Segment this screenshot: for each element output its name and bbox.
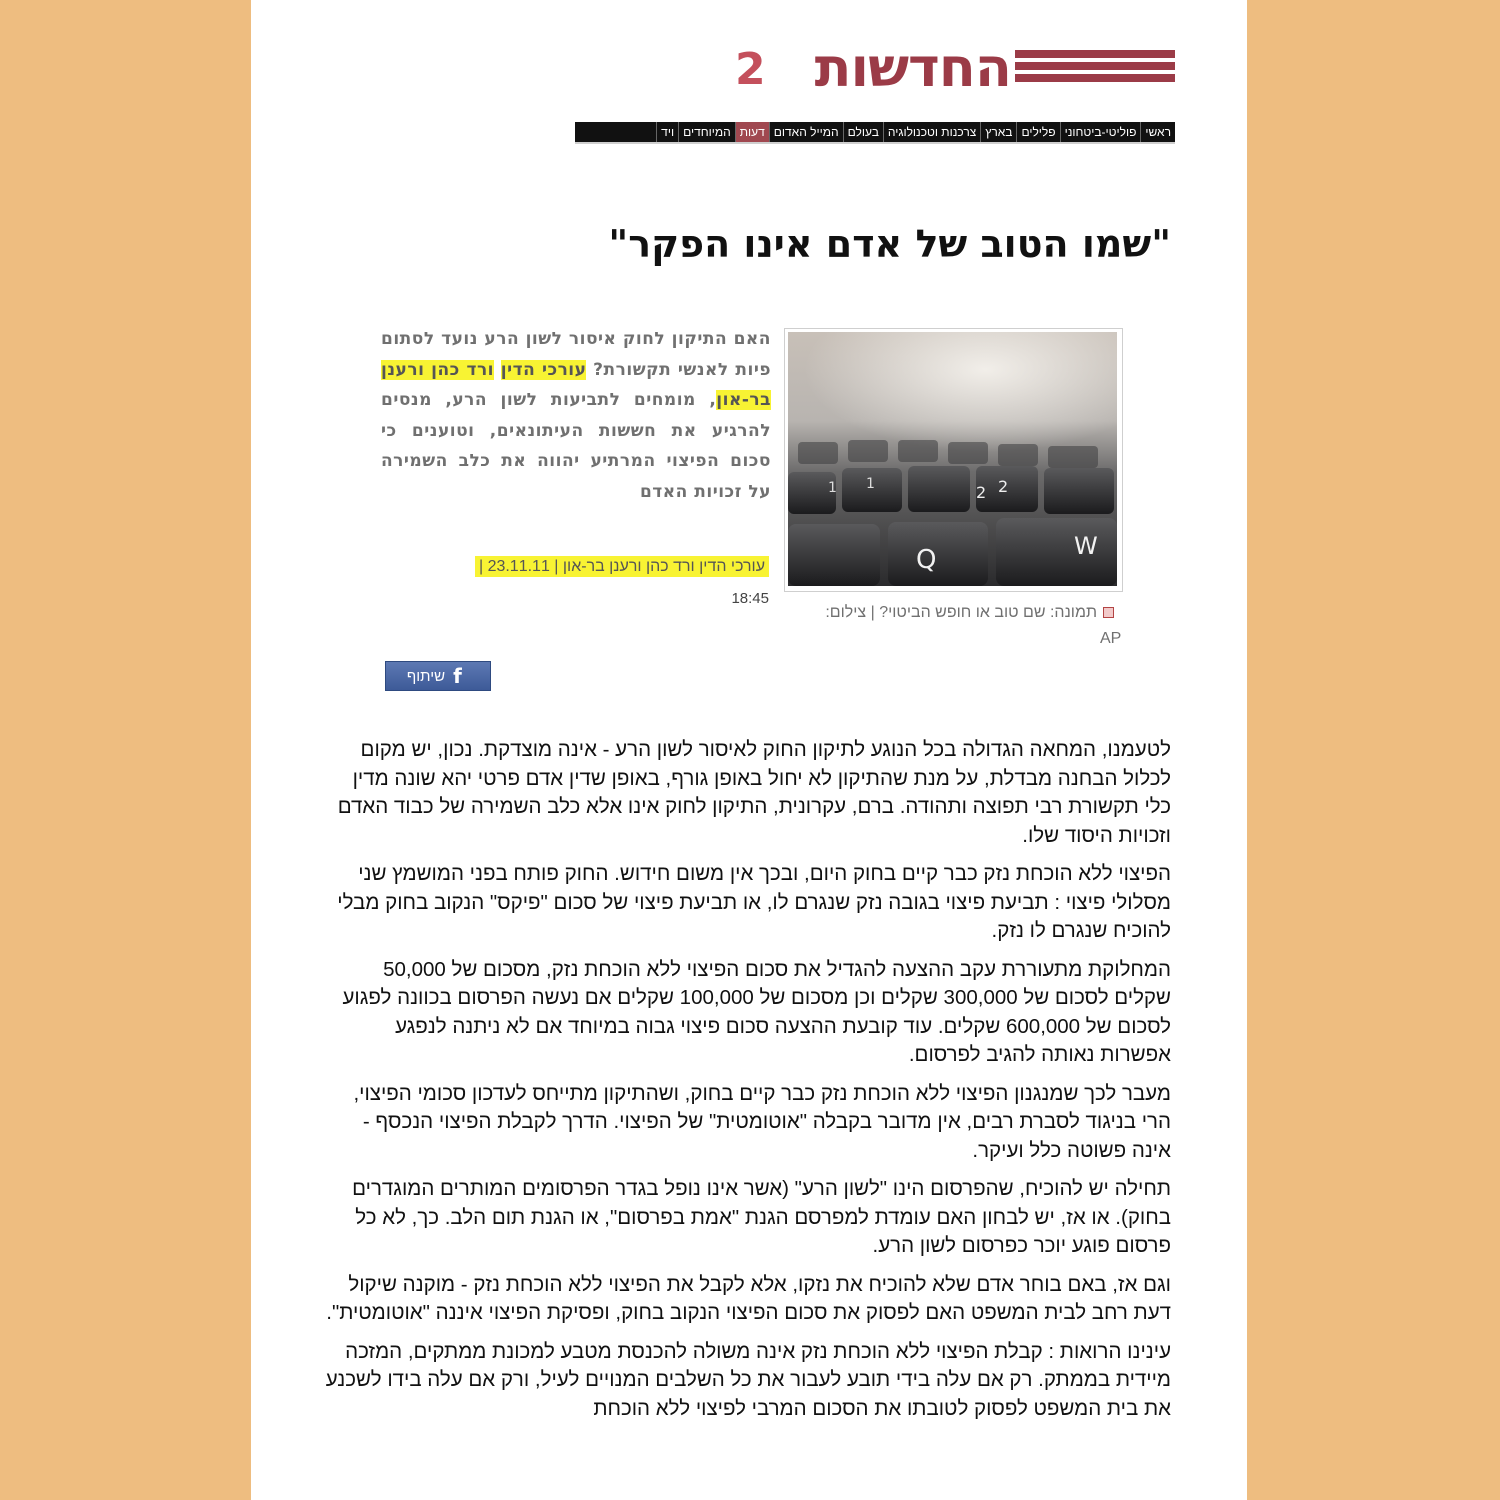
nav-item-crime[interactable]: פלילים xyxy=(1016,122,1059,142)
keyboard-photo xyxy=(788,332,1117,586)
svg-text:Q: Q xyxy=(916,545,937,575)
article-byline xyxy=(421,558,769,576)
share-label: שיתוף xyxy=(406,667,446,685)
publish-time: 18:45 xyxy=(731,590,769,607)
body-paragraph: תחילה יש להוכיח, שהפרסום הינו "לשון הרע" (אשר אינו נופל בגדר הפרסומים המותרים המוגדרים בחוק). או אז, יש לבחון האם עומדת למפרסם הגנת "אמת בפרסום", או הגנת תום הלב. כך, לא כל פרסום פוגע יוכר כפרסום לשון הרע. xyxy=(352,1177,1171,1257)
image-caption xyxy=(784,598,1114,628)
lead-text-1: האם התיקון לחוק איסור לשון הרע נועד לסתום פיות לאנשי תקשורת? xyxy=(381,329,772,380)
svg-text:W: W xyxy=(1074,532,1098,560)
nav-item-world[interactable]: בעולם xyxy=(843,122,883,142)
nav-item-politics[interactable]: פוליטי-ביטחוני xyxy=(1060,122,1141,142)
facebook-icon: f xyxy=(453,664,462,688)
body-paragraph: מעבר לכך שמנגנון הפיצוי ללא הוכחת נזק כבר קיים בחוק, ושהתיקון מתייחס לעדכון סכומי הפיצוי, הרי בניגוד לסברת רבים, אין מדובר בקבלה "אוטומטית" של הפיצוי. הדרך לקבלת הפיצוי הנכסף - אינה פשוטה כלל ועיקר. xyxy=(353,1081,1171,1162)
nav-item-specials[interactable]: המיוחדים xyxy=(678,122,735,142)
svg-text:1: 1 xyxy=(828,480,837,496)
image-caption-text: תמונה: שם טוב או חופש הביטוי? | צילום: xyxy=(825,604,1097,621)
site-logo[interactable] xyxy=(735,36,1175,102)
nav-divider xyxy=(575,142,1175,144)
nav-item-red-mail[interactable]: המייל האדום xyxy=(769,122,843,142)
lead-highlight-lawyers: עורכי הדין xyxy=(500,359,587,380)
nav-item-video[interactable]: ויד xyxy=(656,122,678,142)
svg-text:2: 2 xyxy=(998,477,1009,496)
svg-text:2: 2 xyxy=(976,483,987,502)
nav-item-consumer-tech[interactable]: צרכנות וטכנולוגיה xyxy=(883,122,980,142)
body-paragraph: לטעמנו, המחאה הגדולה בכל הנוגע לתיקון החוק לאיסור לשון הרע - אינה מוצדקת. נכון, יש מקום לכלול הבחנה מבדלת, על מנת שהתיקון לא יחול באופן גורף, באופן שדין אדם פרטי יהא שונה מדין כלי תקשורת רבי תפוצה ותהודה. ברם, עקרונית, התיקון לחוק אינו אלא כלב השמירה של כבוד האדם וזכויות היסוד שלו. xyxy=(337,738,1171,847)
byline-text: עורכי הדין ורד כהן ורענן בר-און | 23.11.11 | xyxy=(475,556,769,577)
logo-channel-number: 2 xyxy=(735,44,766,95)
article-page xyxy=(251,0,1247,1500)
lead-highlight-names: ורד כהן ורענן בר-און xyxy=(381,359,771,410)
article-lead xyxy=(381,324,771,507)
facebook-share-button[interactable] xyxy=(385,661,491,691)
article-body xyxy=(321,736,1171,1433)
caption-bullet-icon xyxy=(1103,607,1114,618)
main-nav xyxy=(575,122,1175,142)
lead-space xyxy=(494,360,501,380)
article-image[interactable] xyxy=(784,328,1123,592)
body-paragraph: המחלוקת מתעוררת עקב ההצעה להגדיל את סכום הפיצוי ללא הוכחת נזק, מסכום של 50,000 שקלים לסכום של 300,000 שקלים וכן מסכום של 100,000 שקלים אם נעשה הפרסום בכוונה לפגוע לסכום של 600,000 שקלים. עוד קובעת ההצעה סכום פיצוי גבוה במיוחד אם לא ניתנה לנפגע אפשרות נאותה להגיב לפרסום. xyxy=(342,957,1171,1066)
svg-text:1: 1 xyxy=(866,476,875,492)
nav-item-home[interactable]: ראשי xyxy=(1140,122,1175,142)
body-paragraph: הפיצוי ללא הוכחת נזק כבר קיים בחוק היום, ובכך אין משום חידוש. החוק פותח בפני המושמץ שני מסלולי פיצוי : תביעת פיצוי בגובה נזק שנגרם לו, או תביעת פיצוי של סכום "פיקס" הנקוב בחוק מבלי להוכיח שנגרם לו נזק. xyxy=(337,862,1171,942)
lead-text-2: , מומחים לתביעות לשון הרע, מנסים להרגיע את חששות העיתונאים, וטוענים כי סכום הפיצוי המרתיע יהווה את כלב השמירה על זכויות האדם xyxy=(381,390,771,502)
logo-text: החדשות xyxy=(814,36,1011,99)
nav-item-local[interactable]: בארץ xyxy=(980,122,1016,142)
body-paragraph: וגם אז, באם בוחר אדם שלא להוכיח את נזקו, אלא לקבל את הפיצוי ללא הוכחת נזק - מוקנה שיקול דעת רחב לבית המשפט האם לפסוק את סכום הפיצוי הנקוב בחוק, ופסיקת הפיצוי איננה "אוטומטית". xyxy=(326,1272,1171,1324)
article-headline: "שמו הטוב של אדם אינו הפקר" xyxy=(608,222,1171,266)
logo-stripes xyxy=(1015,50,1175,96)
body-paragraph: עינינו הרואות : קבלת הפיצוי ללא הוכחת נזק אינה משולה להכנסת מטבע למכונת ממתקים, המזכה מיידית בממתק. רק אם עלה בידי תובע לעבור את כל השלבים המנויים לעיל, ורק אם עלה בידו לשכנע את בית המשפט לפסוק לטובתו את הסכום המרבי לפיצוי ללא הוכחת xyxy=(325,1339,1171,1420)
image-credit: AP xyxy=(1100,630,1122,647)
nav-item-opinions[interactable]: דעות xyxy=(735,122,769,142)
